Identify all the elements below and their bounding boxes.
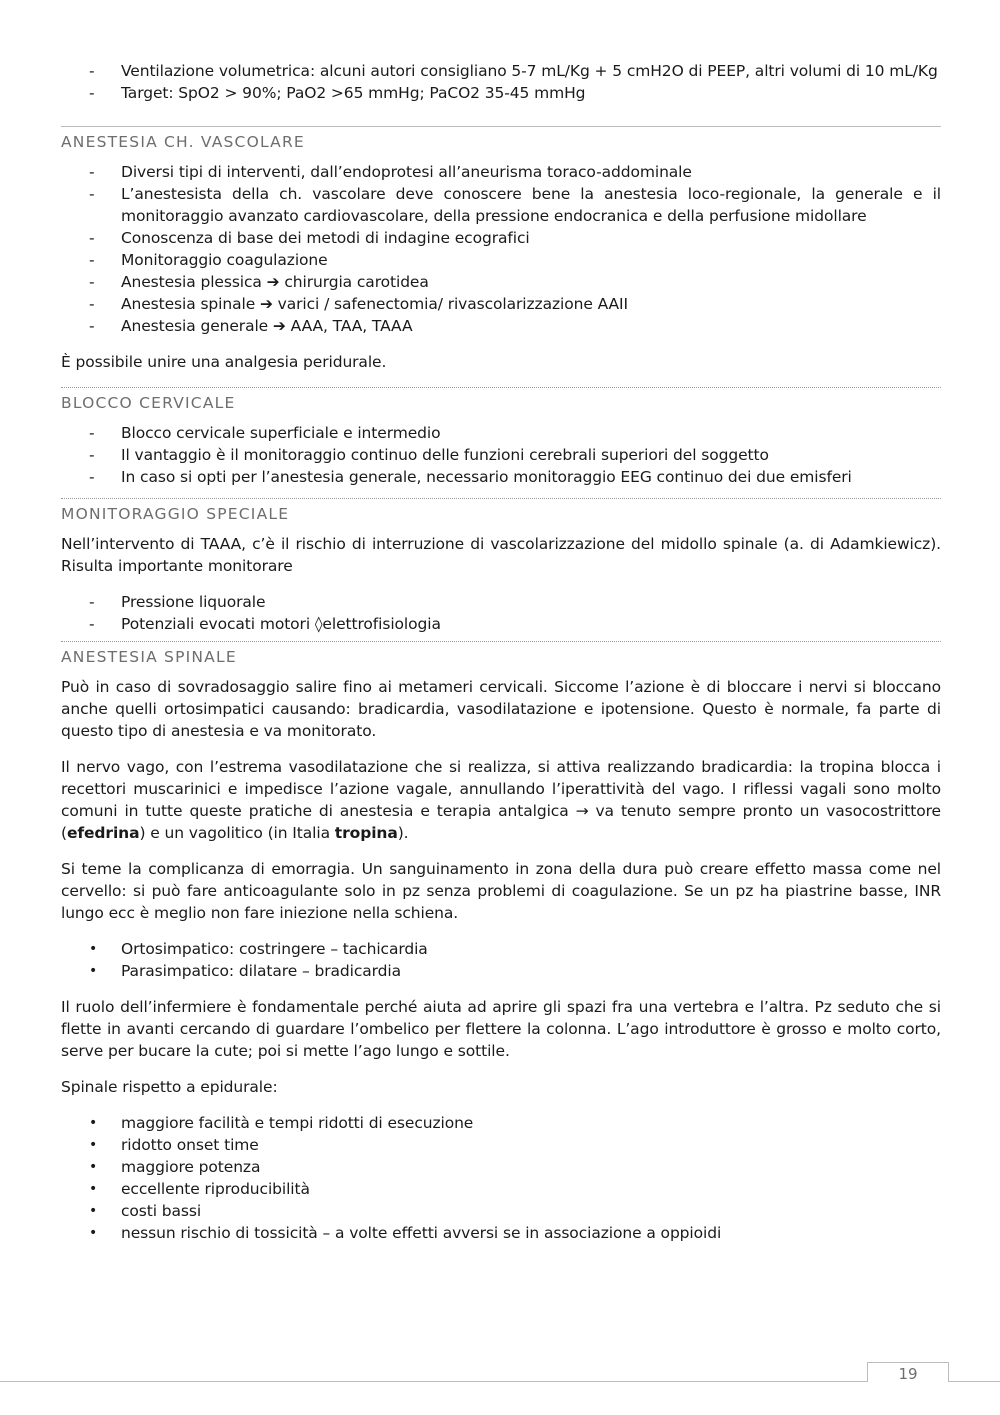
section-heading-vascolare: ANESTESIA CH. VASCOLARE <box>61 133 305 151</box>
list-item: - Anestesia spinale ➔ varici / safenectomia/ rivascolarizzazione AAII <box>89 295 628 313</box>
list-item: • maggiore facilità e tempi ridotti di esecuzione <box>89 1114 474 1132</box>
page-number: 19 <box>867 1362 949 1382</box>
section-heading-monitoraggio: MONITORAGGIO SPECIALE <box>61 505 290 523</box>
term-tropina: tropina <box>334 824 398 842</box>
list-item: • costi bassi <box>89 1202 202 1220</box>
list-item: - Ventilazione volumetrica: alcuni autori consigliano 5-7 mL/Kg + 5 cmH2O di PEEP, altri volumi di 10 mL/Kg <box>89 62 938 80</box>
spinale-paragraph-3: Si teme la complicanza di emorragia. Un sanguinamento in zona della dura può creare effetto massa come nel cervello: si può fare anticoagulante solo in pz senza problemi di coagulazione. Se un pz ha piastrine basse, INR lungo ecc è meglio non fare iniezione nella schiena. <box>61 860 941 922</box>
section-heading-spinale: ANESTESIA SPINALE <box>61 648 237 666</box>
monitoraggio-list <box>61 591 941 635</box>
list-item: - Diversi tipi di interventi, dall’endoprotesi all’aneurisma toraco-addominale <box>89 163 692 181</box>
list-item: • maggiore potenza <box>89 1158 261 1176</box>
list-item: - Monitoraggio coagulazione <box>89 251 328 269</box>
list-item: • eccellente riproducibilità <box>89 1180 310 1198</box>
list-item: - Anestesia plessica ➔ chirurgia carotidea <box>89 273 429 291</box>
list-item: - Potenziali evocati motori ◊elettrofisiologia <box>89 615 441 633</box>
spinale-bullets-1 <box>61 938 941 982</box>
vascolare-note: È possibile unire una analgesia peridurale. <box>61 353 387 371</box>
spinale-bullets-2 <box>61 1112 941 1244</box>
list-item: - Anestesia generale ➔ AAA, TAA, TAAA <box>89 317 413 335</box>
list-item: • nessun rischio di tossicità – a volte effetti avversi se in associazione a oppioidi <box>89 1224 722 1242</box>
section-heading-blocco: BLOCCO CERVICALE <box>61 394 236 412</box>
vascolare-list <box>61 161 941 337</box>
list-item: • ridotto onset time <box>89 1136 259 1154</box>
monitoraggio-paragraph: Nell’intervento di TAAA, c’è il rischio di interruzione di vascolarizzazione del midollo spinale (a. di Adamkiewicz). Risulta importante monitorare <box>61 535 941 575</box>
list-item: - In caso si opti per l’anestesia generale, necessario monitoraggio EEG continuo dei due emisferi <box>89 468 852 486</box>
spinale-paragraph-1: Può in caso di sovradosaggio salire fino ai metameri cervicali. Siccome l’azione è di bloccare i nervi si bloccano anche quelli ortosimpatici causando: bradicardia, vasodilatazione e ipotensione. Questo è normale, fa parte di questo tipo di anestesia e va monitorato. <box>61 678 941 740</box>
document-page <box>61 60 941 1244</box>
term-efedrina: efedrina <box>66 824 140 842</box>
list-item: • Parasimpatico: dilatare – bradicardia <box>89 962 401 980</box>
footer-rule <box>0 1381 1000 1382</box>
blocco-list <box>61 422 941 488</box>
list-item: - Blocco cervicale superficiale e intermedio <box>89 424 441 442</box>
intro-list <box>61 60 941 104</box>
list-item: • Ortosimpatico: costringere – tachicardia <box>89 940 428 958</box>
list-item: - Pressione liquorale <box>89 593 266 611</box>
spinale-paragraph-5: Spinale rispetto a epidurale: <box>61 1078 278 1096</box>
list-item: - L’anestesista della ch. vascolare deve conoscere bene la anestesia loco-regionale, la generale e il monitoraggio avanzato cardiovascolare, della pressione endocranica e della perfusione midollare <box>89 185 941 225</box>
list-item: - Conoscenza di base dei metodi di indagine ecografici <box>89 229 530 247</box>
spinale-paragraph-2: Il nervo vago, con l’estrema vasodilatazione che si realizza, si attiva realizzando bradicardia: la tropina blocca i recettori muscarinici e impedisce l’azione vagale, annullando l’iperattività del vago. I riflessi vagali sono molto comuni in tutte queste pratiche di anestesia e terapia antalgica → va tenuto sempre pronto un vasocostrittore (efedrina) e un vagolitico (in Italia tropina). <box>61 758 941 842</box>
spinale-paragraph-4: Il ruolo dell’infermiere è fondamentale perché aiuta ad aprire gli spazi fra una vertebra e l’altra. Pz seduto che si flette in avanti cercando di guardare l’ombelico per flettere la colonna. L’ago introduttore è grosso e molto corto, serve per bucare la cute; poi si mette l’ago lungo e sottile. <box>61 998 941 1060</box>
list-item: - Target: SpO2 > 90%; PaO2 >65 mmHg; PaCO2 35-45 mmHg <box>89 84 586 102</box>
list-item: - Il vantaggio è il monitoraggio continuo delle funzioni cerebrali superiori del soggetto <box>89 446 769 464</box>
